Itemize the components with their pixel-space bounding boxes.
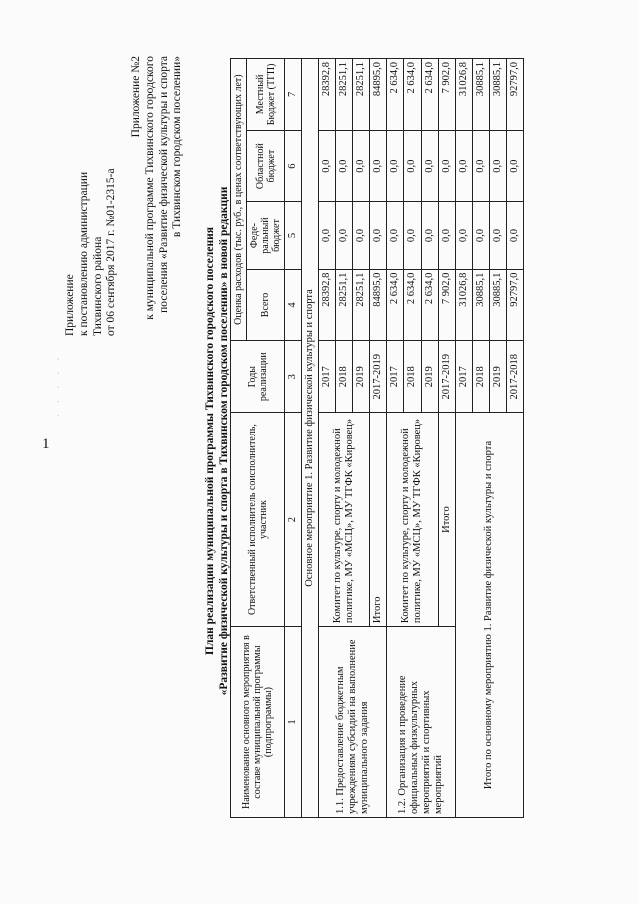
federal-cell: 0,0 (404, 202, 421, 269)
local-cell: 28392,8 (319, 59, 336, 131)
total-cell: 30885,1 (489, 269, 506, 341)
federal-cell: 0,0 (489, 202, 506, 269)
total-cell: 84895,0 (370, 269, 387, 341)
col-number: 3 (285, 341, 302, 413)
local-cell: 7 902,0 (438, 59, 455, 131)
federal-cell: 0,0 (336, 202, 353, 269)
appendix-line-2: к постановлению администрации (77, 171, 90, 336)
header-executor: Ответственный исполнитель соисполнитель, участник (231, 413, 285, 627)
year-cell: 2017-2019 (370, 341, 387, 413)
year-cell: 2017 (387, 341, 404, 413)
local-cell: 30885,1 (489, 59, 506, 131)
regional-cell: 0,0 (387, 130, 404, 202)
appendix-line-1: Приложение (64, 274, 76, 336)
subtotal-label: Итого (438, 413, 455, 627)
federal-cell: 0,0 (455, 202, 472, 269)
col-number: 4 (285, 269, 302, 341)
year-cell: 2017 (455, 341, 472, 413)
regional-cell: 0,0 (472, 130, 489, 202)
total-cell: 28251,1 (336, 269, 353, 341)
regional-cell: 0,0 (421, 130, 438, 202)
federal-cell: 0,0 (472, 202, 489, 269)
federal-cell: 0,0 (438, 202, 455, 269)
total-cell: 31026,8 (455, 269, 472, 341)
total-cell: 2 634,0 (387, 269, 404, 341)
page-number: 1 (42, 436, 50, 452)
regional-cell: 0,0 (455, 130, 472, 202)
federal-cell: 0,0 (353, 202, 370, 269)
bleed-through-marks: · · · · · (52, 353, 67, 418)
table-row (319, 59, 336, 818)
header-regional: Областной бюджет (247, 130, 285, 202)
year-cell: 2018 (336, 341, 353, 413)
federal-cell: 0,0 (370, 202, 387, 269)
local-cell: 2 634,0 (387, 59, 404, 131)
local-cell: 28251,1 (336, 59, 353, 131)
item1-executor: Комитет по культуре, спорту и молодежной политике, МУ «МСЦ», МУ ТГФК «Кировец» (319, 413, 370, 627)
col-number: 1 (285, 627, 302, 818)
column-number-row (285, 59, 302, 818)
regional-cell: 0,0 (404, 130, 421, 202)
regional-cell: 0,0 (336, 130, 353, 202)
section-title: Основное мероприятие 1. Развитие физической культуры и спорта (302, 59, 319, 818)
section-row (302, 59, 319, 818)
program-ref-line-1: Приложение №2 (130, 56, 142, 138)
grand-total-label: Итого по основному мероприятию 1. Развитие физической культуры и спорта (455, 413, 523, 818)
item1-name: 1.1. Предоставление бюджетным учреждениям субсидий на выполнение муниципального задания (319, 627, 387, 818)
federal-cell: 0,0 (319, 202, 336, 269)
col-number: 5 (285, 202, 302, 269)
item2-name: 1.2. Организация и проведение официальных физкультурных мероприятий и спортивных мероприятий (387, 627, 455, 818)
header-estimate: Оценка расходов (тыс. руб., в ценах соответствующих лет) (231, 59, 247, 341)
regional-cell: 0,0 (506, 130, 523, 202)
col-number: 7 (285, 59, 302, 131)
program-ref-line-2: к муниципальной программе Тихвинского городского (143, 56, 156, 320)
program-ref-line-3: поселения «Развитие физической культуры и спорта (157, 56, 170, 313)
title-line-2: «Развитие физической культуры и спорта в Тихвинском городском поселении» в новой редакции (217, 186, 230, 696)
regional-cell: 0,0 (370, 130, 387, 202)
local-cell: 2 634,0 (421, 59, 438, 131)
title-line-1: План реализации муниципальной программы Тихвинского городского поселения (204, 227, 216, 655)
local-cell: 92797,0 (506, 59, 523, 131)
item2-executor: Комитет по культуре, спорту и молодежной политике, МУ «МСЦ», МУ ТГФК «Кировец» (387, 413, 438, 627)
regional-cell: 0,0 (489, 130, 506, 202)
program-ref-line-4: в Тихвинском городском поселении» (171, 56, 184, 238)
total-cell: 28392,8 (319, 269, 336, 341)
grand-total-row (455, 59, 472, 818)
document-title (204, 46, 232, 836)
table-row (387, 59, 404, 818)
header-name: Наименование основного мероприятия в составе муниципальной программы (подпрограммы) (231, 627, 285, 818)
year-cell: 2018 (472, 341, 489, 413)
year-cell: 2018 (404, 341, 421, 413)
total-cell: 30885,1 (472, 269, 489, 341)
year-cell: 2019 (353, 341, 370, 413)
rotated-content (52, 46, 598, 836)
regional-cell: 0,0 (438, 130, 455, 202)
header-row (231, 59, 247, 818)
federal-cell: 0,0 (506, 202, 523, 269)
federal-cell: 0,0 (421, 202, 438, 269)
header-years: Годы реализации (231, 341, 285, 413)
local-cell: 31026,8 (455, 59, 472, 131)
local-cell: 2 634,0 (404, 59, 421, 131)
local-cell: 28251,1 (353, 59, 370, 131)
total-cell: 7 902,0 (438, 269, 455, 341)
appendix-header (64, 56, 119, 336)
federal-cell: 0,0 (387, 202, 404, 269)
year-cell: 2019 (489, 341, 506, 413)
header-total: Всего (247, 269, 285, 341)
header-federal: Феде-ральный бюджет (247, 202, 285, 269)
total-cell: 2 634,0 (421, 269, 438, 341)
header-local: Местный Бюджет (ТГП) (247, 59, 285, 131)
local-cell: 84895,0 (370, 59, 387, 131)
appendix-line-4: от 06 сентября 2017 г. №01-2315-а (105, 168, 118, 336)
subtotal-label: Итого (370, 413, 387, 627)
col-number: 6 (285, 130, 302, 202)
year-cell: 2017-2019 (438, 341, 455, 413)
local-cell: 30885,1 (472, 59, 489, 131)
regional-cell: 0,0 (353, 130, 370, 202)
regional-cell: 0,0 (319, 130, 336, 202)
total-cell: 92797,0 (506, 269, 523, 341)
total-cell: 2 634,0 (404, 269, 421, 341)
year-cell: 2019 (421, 341, 438, 413)
year-cell: 2017-2018 (506, 341, 523, 413)
appendix-line-3: Тихвинского района (91, 236, 104, 336)
col-number: 2 (285, 413, 302, 627)
plan-table (230, 58, 524, 818)
year-cell: 2017 (319, 341, 336, 413)
total-cell: 28251,1 (353, 269, 370, 341)
program-reference (130, 56, 185, 406)
